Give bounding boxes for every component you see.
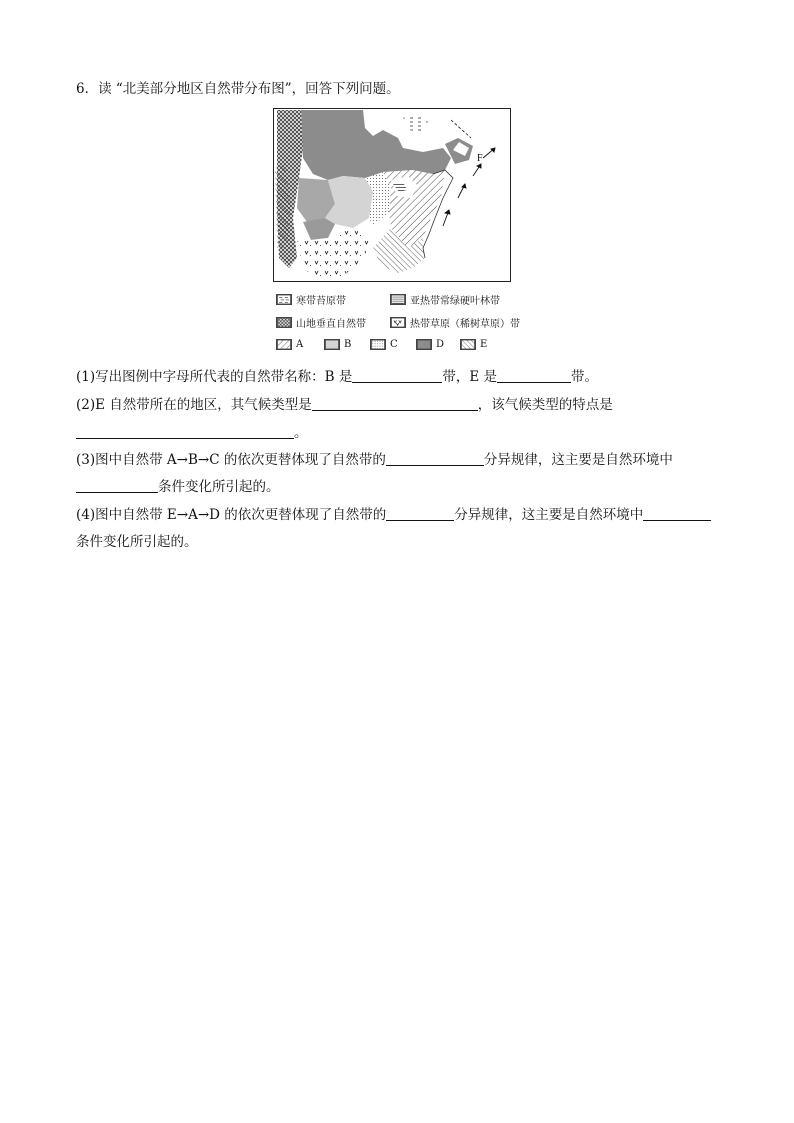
q1-text-c: 带。 bbox=[571, 369, 598, 385]
sub-question-4 bbox=[76, 506, 711, 524]
legend-d bbox=[416, 339, 444, 350]
legend-savanna bbox=[390, 315, 520, 330]
q3-blank-pattern[interactable] bbox=[386, 451, 484, 466]
legend-b-label: B bbox=[344, 339, 352, 350]
legend-c bbox=[370, 339, 398, 350]
map-legend bbox=[276, 292, 536, 358]
q4-text-b: 分异规律，这主要是自然环境中 bbox=[454, 507, 644, 523]
legend-savanna-label: 热带草原（稀树草原）带 bbox=[410, 319, 520, 330]
zone-b-swatch-icon bbox=[324, 339, 340, 350]
zone-a-swatch-icon bbox=[276, 339, 292, 350]
legend-tundra-label: 寒带苔原带 bbox=[296, 296, 346, 307]
north-america-natural-zones-map bbox=[273, 108, 511, 282]
q2-text-b: ，该气候类型的特点是 bbox=[477, 397, 613, 413]
q1-text-b: 带，E 是 bbox=[442, 369, 497, 385]
legend-subtropical-forest-label: 亚热带常绿硬叶林带 bbox=[410, 296, 500, 307]
zone-e-swatch-icon bbox=[460, 339, 476, 350]
zone-c-swatch-icon bbox=[370, 339, 386, 350]
tundra-swatch-icon bbox=[276, 294, 292, 305]
zone-d-swatch-icon bbox=[416, 339, 432, 350]
sub-question-2 bbox=[76, 396, 613, 414]
q3-blank-condition[interactable] bbox=[76, 478, 158, 493]
legend-subtropical-forest bbox=[390, 292, 500, 307]
sub-question-2-cont bbox=[76, 424, 308, 442]
sub-question-1 bbox=[76, 368, 598, 386]
q1-text-a: (1)写出图例中字母所代表的自然带名称：B 是 bbox=[76, 369, 353, 385]
legend-a bbox=[276, 339, 303, 350]
q1-blank-e[interactable] bbox=[497, 368, 571, 383]
subtropical-forest-swatch-icon bbox=[390, 294, 406, 305]
q4-text-c: 条件变化所引起的。 bbox=[76, 534, 198, 550]
q3-text-a: (3)图中自然带 A→B→C 的依次更替体现了自然带的 bbox=[76, 452, 386, 468]
legend-b bbox=[324, 339, 351, 350]
legend-e-label: E bbox=[480, 339, 488, 350]
sub-question-3 bbox=[76, 451, 673, 469]
sub-question-3-cont bbox=[76, 478, 280, 496]
q3-text-b: 分异规律，这主要是自然环境中 bbox=[483, 452, 673, 468]
q2-text-c: 。 bbox=[294, 425, 308, 441]
legend-a-label: A bbox=[296, 339, 304, 350]
map-label-f: F bbox=[477, 153, 483, 164]
legend-mountain-label: 山地垂直自然带 bbox=[296, 319, 366, 330]
q1-blank-b[interactable] bbox=[352, 368, 442, 383]
q2-blank-features[interactable] bbox=[76, 424, 294, 439]
savanna-swatch-icon bbox=[390, 317, 406, 328]
q4-blank-pattern[interactable] bbox=[386, 506, 454, 521]
q3-text-c: 条件变化所引起的。 bbox=[158, 479, 280, 495]
legend-c-label: C bbox=[390, 339, 398, 350]
q4-text-a: (4)图中自然带 E→A→D 的依次更替体现了自然带的 bbox=[76, 507, 387, 523]
q2-blank-climate[interactable] bbox=[312, 396, 478, 411]
sub-question-4-cont bbox=[76, 533, 198, 551]
legend-e bbox=[460, 339, 487, 350]
question-title: 6．读 “北美部分地区自然带分布图”，回答下列问题。 bbox=[76, 81, 400, 97]
legend-tundra bbox=[276, 292, 346, 307]
q4-blank-condition[interactable] bbox=[643, 506, 711, 521]
legend-d-label: D bbox=[436, 339, 445, 350]
legend-mountain bbox=[276, 315, 366, 330]
mountain-zone-swatch-icon bbox=[276, 317, 292, 328]
q2-text-a: (2)E 自然带所在的地区，其气候类型是 bbox=[76, 397, 312, 413]
